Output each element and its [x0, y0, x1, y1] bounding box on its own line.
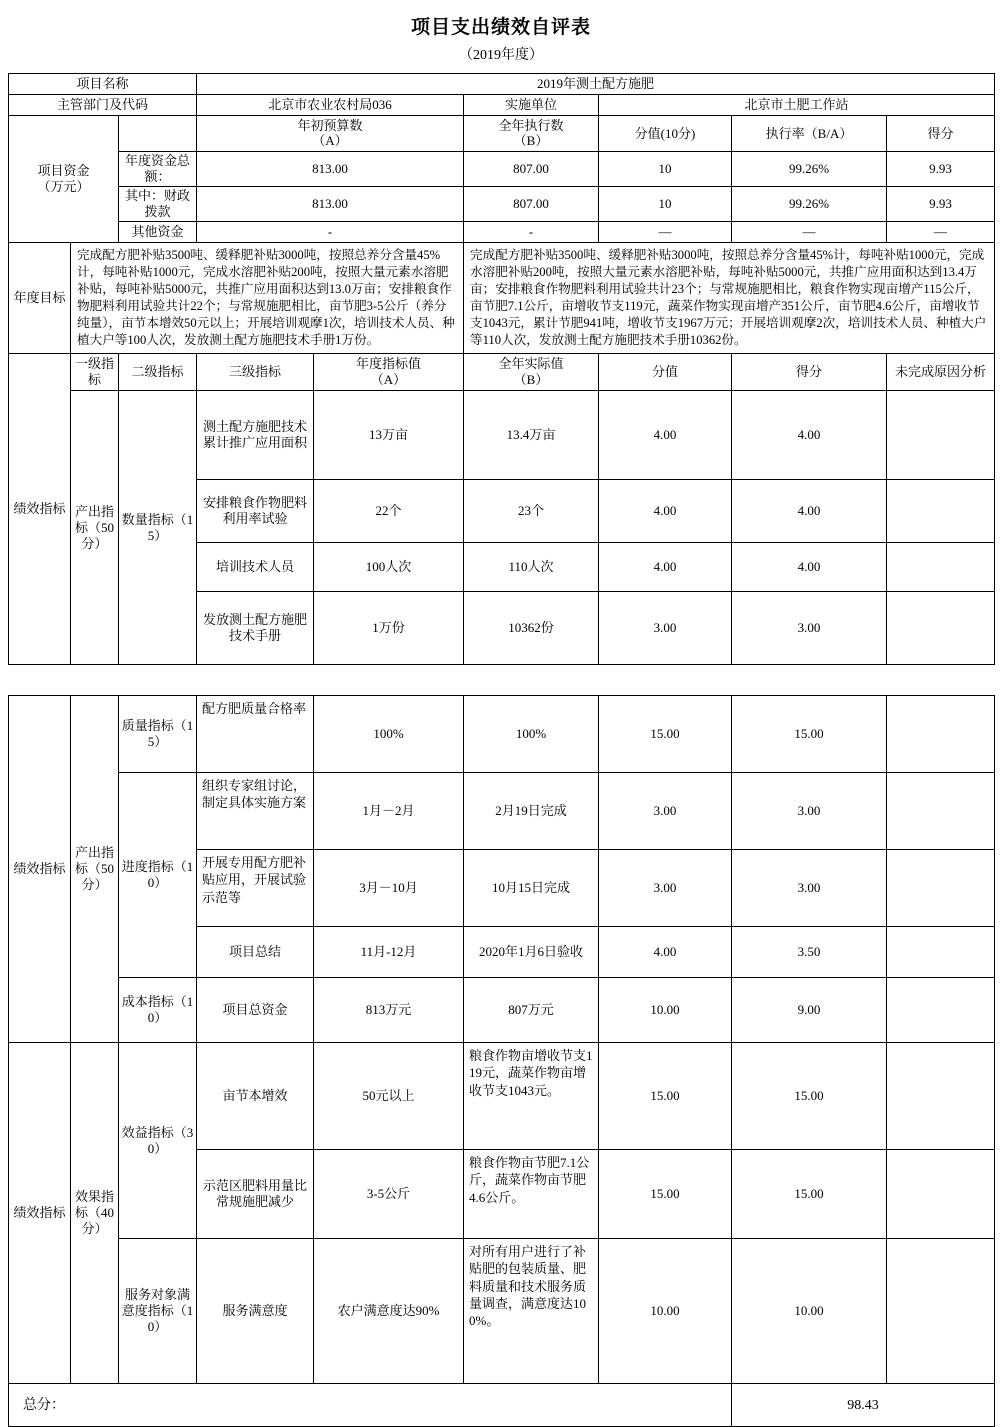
indicator-name: 培训技术人员 [197, 543, 314, 592]
annual-goal-row [9, 242, 995, 354]
indicator-name: 组织专家组讨论，制定具体实施方案 [197, 773, 314, 850]
actual-b-line2: （B） [513, 372, 549, 388]
level3-progress-label: 进度指标（10） [119, 773, 197, 978]
indicator-weight: 10.00 [599, 978, 732, 1043]
indicator-score: 10.00 [732, 1239, 887, 1384]
indicator-reason [887, 391, 995, 480]
indicator-actual: 2020年1月6日验收 [464, 927, 599, 978]
col-level1: 一级指标 [71, 354, 119, 391]
table-gap [8, 665, 994, 695]
implementing-unit-value: 北京市土肥工作站 [599, 94, 995, 115]
indicator-target: 1万份 [314, 592, 464, 665]
table-row [9, 696, 995, 773]
project-name-value: 2019年测土配方施肥 [197, 73, 995, 94]
funding-exec-b: 807.00 [464, 187, 599, 222]
budget-a-line2: （A） [312, 133, 348, 149]
table-row [9, 1239, 995, 1384]
indicator-reason [887, 543, 995, 592]
indicator-target: 农户满意度达90% [314, 1239, 464, 1384]
actual-b-line1: 全年实际值 [498, 356, 564, 372]
department-row [9, 94, 995, 115]
indicator-weight: 3.00 [599, 592, 732, 665]
total-score-label: 总分： [9, 1384, 732, 1427]
total-score-value: 98.43 [732, 1384, 995, 1427]
funding-row-other [9, 221, 995, 242]
col-weight: 分值 [599, 354, 732, 391]
funding-row-label: 其他资金 [119, 221, 197, 242]
indicator-target: 3-5公斤 [314, 1150, 464, 1239]
funding-section-label-line1: 项目资金 [37, 162, 90, 178]
level3-quantity-label: 数量指标（15） [119, 391, 197, 665]
indicator-header-row [9, 354, 995, 391]
level3-cost-label: 成本指标（10） [119, 978, 197, 1043]
level3-benefit-label: 效益指标（30） [119, 1043, 197, 1239]
page-subtitle: （2019年度） [459, 47, 543, 63]
indicator-name: 项目总结 [197, 927, 314, 978]
indicator-weight: 4.00 [599, 480, 732, 543]
funding-rate: 99.26% [732, 187, 887, 222]
indicator-weight: 15.00 [599, 1150, 732, 1239]
indicator-reason [887, 850, 995, 927]
indicator-weight: 3.00 [599, 773, 732, 850]
funding-col-weight: 分值(10分) [599, 115, 732, 152]
department-label: 主管部门及代码 [9, 94, 197, 115]
indicator-actual: 807万元 [464, 978, 599, 1043]
exec-b-line2: （B） [513, 133, 549, 149]
table-row [9, 978, 995, 1043]
annual-goal-actual: 完成配方肥补贴3500吨、缓释肥补贴3000吨，按照总养分含量45%计，每吨补贴1000元，完成水溶肥补贴200吨，按照大量元素水溶肥补贴，每吨补贴5000元，共推广应用面积达到13.4万亩；安排粮食作物肥料利用试验共计23个；与常规施肥相比，粮食作物实现亩增产115公斤，亩节肥7.1公斤，亩增收节支119元，蔬菜作物实现亩增产351公斤，亩节肥4.6公斤，亩增收节支1043元，累计节肥941吨，增收节支1967万元；开展培训观摩2次，培训技术人员、种植大户等110人次，发放测土配方施肥技术手册10362份。 [464, 242, 995, 354]
level3-satisfaction-label: 服务对象满意度指标（10） [119, 1239, 197, 1384]
table-row [9, 391, 995, 480]
funding-exec-b: 807.00 [464, 152, 599, 187]
funding-rate: 99.26% [732, 152, 887, 187]
funding-rate: — [732, 221, 887, 242]
funding-score: 9.93 [887, 187, 995, 222]
table-row [9, 773, 995, 850]
table-row [9, 1043, 995, 1150]
indicator-score: 15.00 [732, 696, 887, 773]
level1-group-label: 绩效指标 [9, 696, 71, 1043]
indicator-score: 15.00 [732, 1043, 887, 1150]
indicator-reason [887, 978, 995, 1043]
indicator-name: 示范区肥料用量比常规施肥减少 [197, 1150, 314, 1239]
indicator-reason [887, 1150, 995, 1239]
annual-goal-planned: 完成配方肥补贴3500吨、缓释肥补贴3000吨，按照总养分含量45%计，每吨补贴1000元，完成水溶肥补贴200吨，按照大量元素水溶肥补贴，每吨补贴5000元，共推广应用面积达到13.0万亩；安排粮食作物肥料利用试验共计22个；与常规施肥相比，亩节肥3-5公斤（养分纯量），亩节本增效50元以上；开展培训观摩1次，培训技术人员、种植大户等100人次，发放测土配方施肥技术手册1万份。 [71, 242, 464, 354]
indicator-weight: 4.00 [599, 543, 732, 592]
funding-row-label: 其中：财政拨款 [119, 187, 197, 222]
col-actual-b [464, 354, 599, 391]
indicator-reason [887, 773, 995, 850]
indicator-actual: 13.4万亩 [464, 391, 599, 480]
funding-weight: — [599, 221, 732, 242]
indicator-actual: 100% [464, 696, 599, 773]
department-value: 北京市农业农村局036 [197, 94, 464, 115]
indicator-target: 100人次 [314, 543, 464, 592]
indicator-score: 3.00 [732, 592, 887, 665]
indicator-name: 项目总资金 [197, 978, 314, 1043]
implementing-unit-label: 实施单位 [464, 94, 599, 115]
indicator-actual: 粮食作物亩增收节支119元，蔬菜作物亩增收节支1043元。 [464, 1043, 599, 1150]
col-reason: 未完成原因分析 [887, 354, 995, 391]
indicator-name: 配方肥质量合格率 [197, 696, 314, 773]
total-score-row [9, 1384, 995, 1427]
indicator-reason [887, 696, 995, 773]
indicator-reason [887, 1239, 995, 1384]
funding-header-row [9, 115, 995, 152]
level2-output-label: 产出指标（50分） [71, 391, 119, 665]
level2-output-label: 产出指标（50分） [71, 696, 119, 1043]
level2-effect-label: 效果指标（40分） [71, 1043, 119, 1384]
funding-budget-a: 813.00 [197, 187, 464, 222]
indicator-name: 亩节本增效 [197, 1043, 314, 1150]
funding-score: 9.93 [887, 152, 995, 187]
indicator-target: 50元以上 [314, 1043, 464, 1150]
funding-score: — [887, 221, 995, 242]
indicator-target: 1月－2月 [314, 773, 464, 850]
funding-col-rate: 执行率（B/A） [732, 115, 887, 152]
target-a-line2: （A） [370, 372, 407, 388]
indicator-actual: 2月19日完成 [464, 773, 599, 850]
lower-table [8, 695, 995, 1427]
funding-row-label: 年度资金总额： [119, 152, 197, 187]
annual-goal-label: 年度目标 [9, 242, 71, 354]
indicator-score: 15.00 [732, 1150, 887, 1239]
indicator-name: 开展专用配方肥补贴应用，开展试验示范等 [197, 850, 314, 927]
indicator-name: 服务满意度 [197, 1239, 314, 1384]
indicator-weight: 10.00 [599, 1239, 732, 1384]
indicator-actual: 110人次 [464, 543, 599, 592]
indicator-target: 22个 [314, 480, 464, 543]
indicator-score: 4.00 [732, 543, 887, 592]
col-level3: 三级指标 [197, 354, 314, 391]
funding-col-budget-a [197, 115, 464, 152]
indicator-target: 3月－10月 [314, 850, 464, 927]
budget-a-line1: 年初预算数 [297, 117, 363, 133]
indicator-target: 11月-12月 [314, 927, 464, 978]
indicator-actual: 23个 [464, 480, 599, 543]
project-name-label: 项目名称 [9, 73, 197, 94]
indicator-score: 4.00 [732, 391, 887, 480]
funding-row-total [9, 152, 995, 187]
funding-col-score: 得分 [887, 115, 995, 152]
funding-weight: 10 [599, 152, 732, 187]
indicator-weight: 4.00 [599, 927, 732, 978]
funding-row-fiscal [9, 187, 995, 222]
funding-section-label-line2: （万元） [37, 178, 90, 194]
indicator-actual: 10月15日完成 [464, 850, 599, 927]
indicator-actual: 粮食作物亩节肥7.1公斤，蔬菜作物亩节肥4.6公斤。 [464, 1150, 599, 1239]
indicator-weight: 15.00 [599, 696, 732, 773]
project-name-row [9, 73, 995, 94]
exec-b-line1: 全年执行数 [498, 117, 564, 133]
indicator-reason [887, 480, 995, 543]
indicator-score: 3.50 [732, 927, 887, 978]
funding-budget-a: 813.00 [197, 152, 464, 187]
col-target-a [314, 354, 464, 391]
indicator-score: 4.00 [732, 480, 887, 543]
indicator-score: 3.00 [732, 773, 887, 850]
col-level2: 二级指标 [119, 354, 197, 391]
funding-section-label [9, 115, 119, 242]
funding-exec-b: - [464, 221, 599, 242]
indicator-target: 13万亩 [314, 391, 464, 480]
indicator-weight: 15.00 [599, 1043, 732, 1150]
col-score: 得分 [732, 354, 887, 391]
indicator-reason [887, 592, 995, 665]
funding-rowlabel-header [119, 115, 197, 152]
indicator-reason [887, 927, 995, 978]
indicator-reason [887, 1043, 995, 1150]
funding-col-exec-b [464, 115, 599, 152]
indicator-score: 9.00 [732, 978, 887, 1043]
indicator-target: 100% [314, 696, 464, 773]
funding-budget-a: - [197, 221, 464, 242]
indicator-weight: 3.00 [599, 850, 732, 927]
upper-table [8, 73, 995, 665]
indicator-weight: 4.00 [599, 391, 732, 480]
level3-quality-label: 质量指标（15） [119, 696, 197, 773]
funding-weight: 10 [599, 187, 732, 222]
indicator-name: 安排粮食作物肥料利用率试验 [197, 480, 314, 543]
indicator-score: 3.00 [732, 850, 887, 927]
target-a-line1: 年度指标值 [355, 356, 421, 372]
indicator-target: 813万元 [314, 978, 464, 1043]
level1-group-label: 绩效指标 [9, 354, 71, 665]
indicator-actual: 10362份 [464, 592, 599, 665]
indicator-actual: 对所有用户进行了补贴肥的包装质量、肥料质量和技术服务质量调查，满意度达100%。 [464, 1239, 599, 1384]
indicator-name: 发放测土配方施肥技术手册 [197, 592, 314, 665]
page-title: 项目支出绩效自评表 [410, 17, 591, 38]
level1-group-label: 绩效指标 [9, 1043, 71, 1384]
indicator-name: 测土配方施肥技术累计推广应用面积 [197, 391, 314, 480]
